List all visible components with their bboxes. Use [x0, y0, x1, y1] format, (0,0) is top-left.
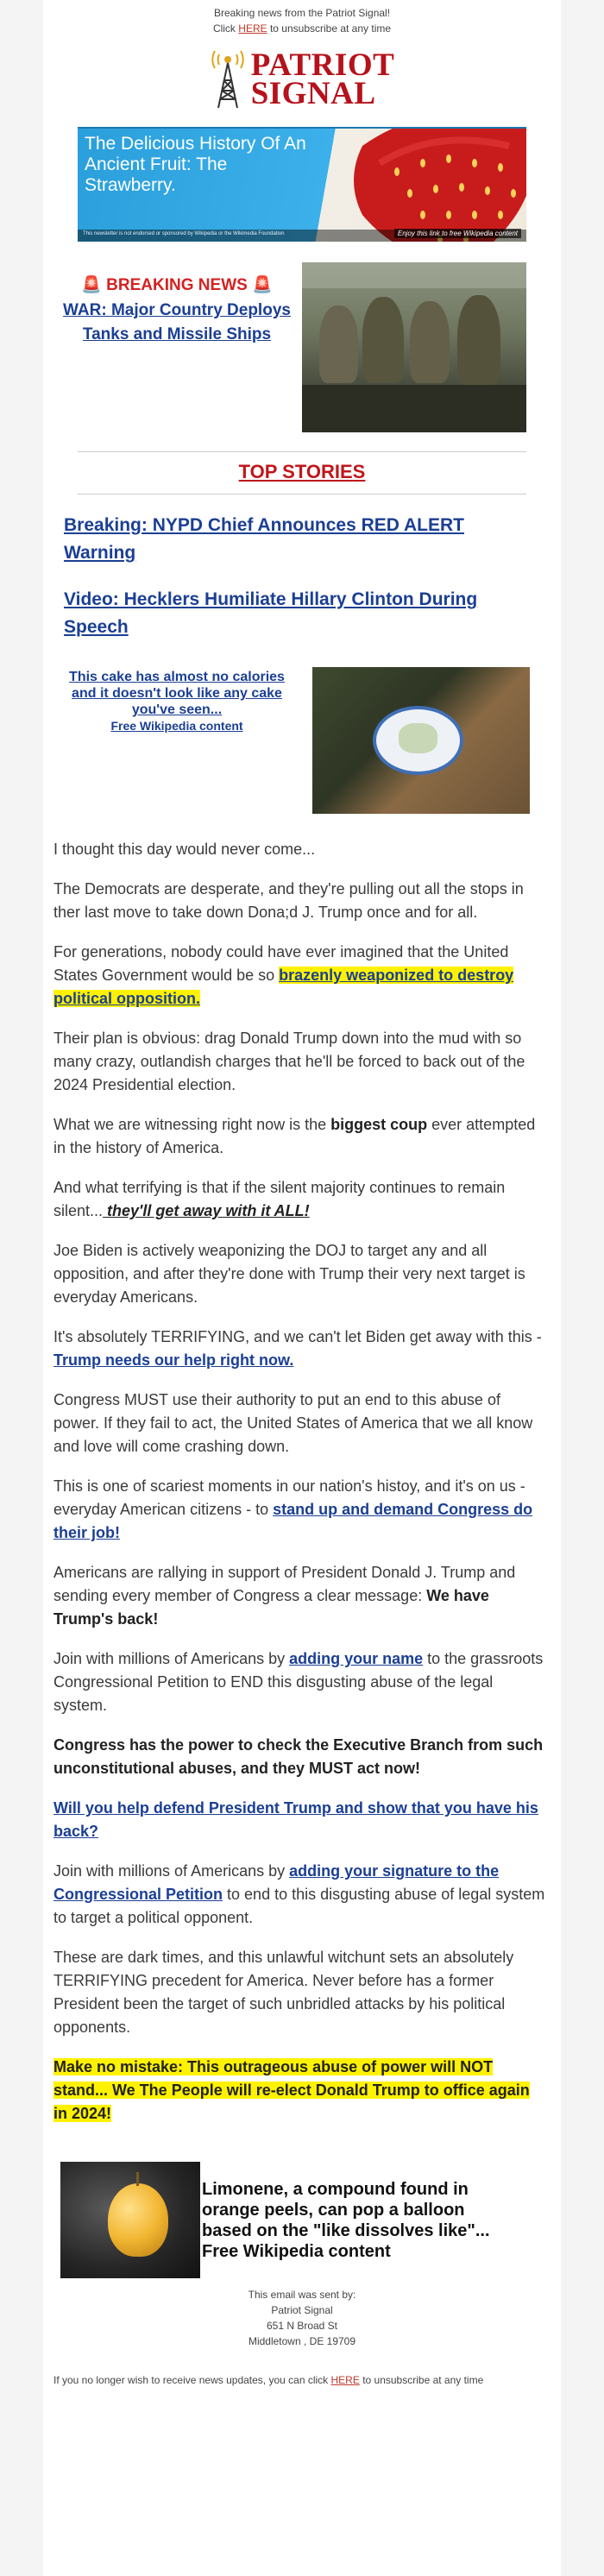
- top-story-link[interactable]: Breaking: NYPD Chief Announces RED ALERT Warning: [64, 515, 464, 563]
- paragraph: Congress has the power to check the Executive Branch from such unconstitutional abuses, and they MUST act now!: [53, 1736, 544, 1777]
- paragraph: [53, 1797, 545, 1843]
- cake-ad[interactable]: [60, 667, 539, 814]
- paragraph: This is one of scariest moments in our nation's histoy, and it's on us - everyday American citizens - to stand up and demand Congress do their job!: [53, 1477, 533, 1541]
- preheader: [43, 0, 561, 36]
- paragraph: Their plan is obvious: drag Donald Trump down into the mud with so many crazy, outlandish charges that he'll be forced to back out of the 2024 Presidential election.: [53, 1030, 525, 1093]
- unsubscribe-link[interactable]: HERE: [238, 22, 267, 35]
- paragraph: For generations, nobody could have ever imagined that the United States Government would be so brazenly weaponized to destroy political opposition.: [53, 943, 514, 1007]
- trump-help-link[interactable]: Trump needs our help right now.: [53, 1351, 294, 1369]
- cake-ad-text[interactable]: This cake has almost no calories and it doesn't look like any cake you've seen... Free Wikipedia content: [69, 670, 285, 733]
- wikipedia-banner-ad[interactable]: [78, 127, 526, 242]
- email-container: [43, 0, 561, 2576]
- paragraph: Join with millions of Americans by adding your name to the grassroots Congressional Petition to END this disgusting abuse of the legal system.: [53, 1650, 544, 1714]
- unsubscribe-line: Click HERE to unsubscribe at any time: [212, 22, 392, 35]
- paragraph: These are dark times, and this unlawful witchunt sets an absolutely TERRIFYING precedent for America. Never before has a former President been the target of such unbridled attacks by his political opponents.: [53, 1949, 514, 2036]
- defend-trump-link[interactable]: Will you help defend President Trump and show that you have his back?: [53, 1799, 538, 1840]
- paragraph: It's absolutely TERRIFYING, and we can't let Biden get away with this - Trump needs our help right now.: [53, 1328, 542, 1369]
- paragraph: And what terrifying is that if the silent majority continues to remain silent... they'll get away with it ALL!: [53, 1179, 506, 1219]
- banner-disclaimer: This newsletter is not endorsed or sponsored by Wikipedia or the Wikimedia Foundation: [83, 231, 285, 236]
- cake-photo[interactable]: [312, 667, 530, 814]
- top-story-link[interactable]: Video: Hecklers Humiliate Hillary Clinton During Speech: [64, 589, 478, 637]
- banner-cta[interactable]: Enjoy this link to free Wikipedia content: [394, 229, 521, 238]
- paragraph: Congress MUST use their authority to put an end to this abuse of power. If they fail to act, the United States of America that we all know and love will come crashing down.: [53, 1391, 533, 1455]
- strawberry-image: [328, 127, 526, 242]
- preheader-text: Breaking news from the Patriot Signal!: [213, 7, 391, 19]
- banner-title: The Delicious History Of An Ancient Fruit: The Strawberry.: [85, 134, 306, 195]
- breaking-news-label: 🚨 BREAKING NEWS 🚨: [81, 276, 273, 294]
- paragraph: What we are witnessing right now is the biggest coup ever attempted in the history of America.: [53, 1116, 536, 1156]
- stand-up-link[interactable]: stand up and demand Congress do their job!: [53, 1501, 533, 1541]
- paragraph: Joe Biden is actively weaponizing the DOJ to target any and all opposition, and after they're done with Trump their very next target is everyday Americans.: [53, 1242, 525, 1306]
- article-body: [43, 838, 561, 2126]
- weaponized-link[interactable]: brazenly weaponized to destroy political opposition.: [53, 967, 514, 1007]
- limonene-ad[interactable]: [60, 2162, 561, 2278]
- footer-unsubscribe: If you no longer wish to receive news updates, you can click HERE to unsubscribe at any time: [53, 2374, 484, 2386]
- paragraph: Make no mistake: This outrageous abuse of power will NOT stand... We The People will re-elect Donald Trump to office again in 2024!: [53, 2058, 530, 2122]
- petition-link[interactable]: adding your signature to the Congressional Petition: [53, 1862, 500, 1903]
- breaking-news-section: [59, 262, 533, 432]
- paragraph: I thought this day would never come...: [53, 841, 316, 858]
- paragraph: The Democrats are desperate, and they're pulling out all the stops in ther last move to take down Dona;d J. Trump once and for all.: [53, 880, 524, 921]
- add-name-link[interactable]: adding your name: [289, 1650, 424, 1667]
- limonene-ad-text[interactable]: Limonene, a compound found in orange peels, can pop a balloon based on the "like dissolves like"... Free Wikipedia content: [202, 2179, 490, 2261]
- sender-info: This email was sent by: Patriot Signal 651 N Broad St Middletown , DE 19709: [248, 2289, 356, 2347]
- footer-unsubscribe-link[interactable]: HERE: [330, 2374, 360, 2386]
- paragraph: Join with millions of Americans by adding your signature to the Congressional Petition to end to this disgusting abuse of legal system to target a political opponent.: [53, 1862, 545, 1926]
- soldiers-photo[interactable]: [302, 262, 526, 432]
- breaking-news-headline-link[interactable]: WAR: Major Country Deploys Tanks and Missile Ships: [63, 301, 291, 343]
- logo[interactable]: [43, 45, 561, 114]
- balloon-photo[interactable]: [60, 2162, 200, 2278]
- breaking-news-text: [59, 262, 295, 432]
- logo-wordmark: PATRIOT SIGNAL: [250, 47, 395, 111]
- paragraph: Americans are rallying in support of President Donald J. Trump and sending every member of Congress a clear message: We have Trump's back!: [53, 1564, 516, 1628]
- radio-tower-icon: [210, 49, 246, 110]
- top-stories-heading: TOP STORIES: [238, 461, 366, 482]
